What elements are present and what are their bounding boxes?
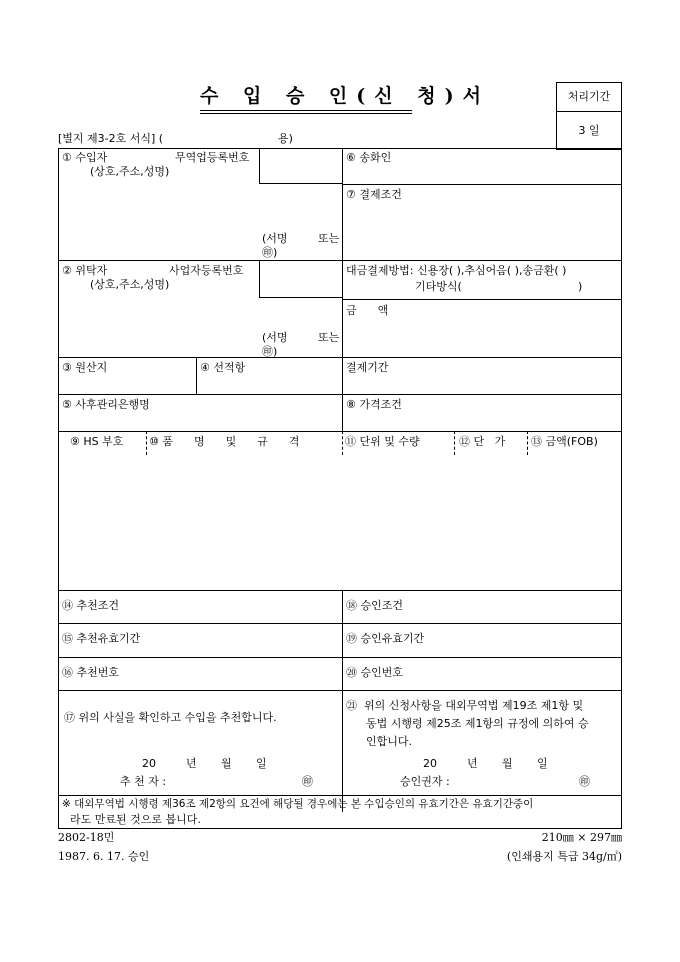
approval-date: 1987. 6. 17. 승인 bbox=[58, 850, 150, 863]
sign-label: (서명 bbox=[262, 232, 288, 245]
payment-method-line2: 기타방식( bbox=[415, 280, 462, 293]
date-20-right: 20 bbox=[423, 757, 437, 770]
form-label-end: 용) bbox=[278, 132, 293, 145]
field-8-label: ⑧ 가격조건 bbox=[346, 398, 402, 411]
payment-method-line1: 대금결제방법: 신용장( ),추심어음( ),송금환( ) bbox=[346, 264, 567, 277]
left-border bbox=[58, 148, 59, 829]
seal-label-2: ㊞) bbox=[262, 345, 278, 358]
field-19-label: ⑲ 승인유효기간 bbox=[346, 632, 425, 645]
right-border bbox=[621, 148, 622, 829]
field-1-sub: (상호,주소,성명) bbox=[90, 165, 170, 178]
payment-method-line2-end: ) bbox=[578, 280, 583, 293]
sign-or: 또는 bbox=[318, 232, 340, 245]
grid-bottom bbox=[58, 828, 622, 829]
amount-label: 금 액 bbox=[346, 304, 389, 317]
sign-or-2: 또는 bbox=[318, 331, 340, 344]
form-number: 2802-18민 bbox=[58, 831, 115, 844]
note-line1: ※ 대외무역법 시행령 제36조 제2항의 요건에 해당될 경우에는 본 수입승인의 유효기간은 유효기간중이 bbox=[62, 798, 534, 810]
date-20-left: 20 bbox=[142, 757, 156, 770]
row-line bbox=[58, 357, 622, 358]
field-5-label: ⑤ 사후관리은행명 bbox=[62, 398, 150, 411]
trade-reg-label: 무역업등록번호 bbox=[175, 151, 250, 164]
payment-period-label: 결제기간 bbox=[346, 361, 389, 374]
field-1-label: ① 수입자 bbox=[62, 151, 108, 164]
row-line bbox=[342, 299, 622, 300]
title-underline-2 bbox=[200, 113, 412, 114]
field-12-label: ⑫ 단 가 bbox=[459, 435, 506, 448]
approver-seal: ㊞ bbox=[579, 775, 590, 788]
field-10-label: ⑩ 품 명 및 규 격 bbox=[149, 435, 300, 448]
processing-period-divider bbox=[556, 111, 622, 112]
paper-size: 210㎜ × 297㎜ bbox=[541, 831, 622, 844]
processing-period-label: 처리기간 bbox=[567, 90, 611, 103]
biz-reg-number-field[interactable] bbox=[259, 260, 343, 298]
title-underline bbox=[200, 110, 412, 111]
field-13-label: ⑬ 금액(FOB) bbox=[531, 435, 598, 448]
field-3-label: ③ 원산지 bbox=[62, 361, 108, 374]
row-line bbox=[58, 657, 622, 658]
date-day-right: 일 bbox=[537, 757, 548, 770]
row-line bbox=[58, 795, 622, 796]
field-7-label: ⑦ 결제조건 bbox=[346, 188, 402, 201]
goods-col-divider bbox=[527, 431, 528, 455]
date-day-left: 일 bbox=[256, 757, 267, 770]
field-21-line1: ㉑ 위의 신청사항을 대외무역법 제19조 제1항 및 bbox=[346, 699, 584, 712]
goods-col-divider bbox=[454, 431, 455, 455]
field-9-label: ⑨ HS 부호 bbox=[70, 435, 124, 448]
processing-period-value: 3 일 bbox=[578, 124, 600, 137]
trade-reg-number-field[interactable] bbox=[259, 148, 343, 184]
paper-spec: (인쇄용지 특급 34g/㎡) bbox=[506, 850, 622, 863]
row-line bbox=[58, 623, 622, 624]
field-6-label: ⑥ 송화인 bbox=[346, 151, 392, 164]
approver-label: 승인권자 : bbox=[400, 775, 450, 788]
note-line2: 라도 만료된 것으로 봅니다. bbox=[70, 813, 201, 826]
seal-label: ㊞) bbox=[262, 246, 278, 259]
sign-label-2: (서명 bbox=[262, 331, 288, 344]
date-year-right: 년 bbox=[467, 757, 478, 770]
biz-reg-label: 사업자등록번호 bbox=[169, 264, 244, 277]
field-11-label: ⑪ 단위 및 수량 bbox=[345, 435, 420, 448]
date-month-right: 월 bbox=[502, 757, 513, 770]
field-16-label: ⑯ 추천번호 bbox=[62, 666, 120, 679]
recommender-label: 추 천 자 : bbox=[120, 775, 167, 788]
field-21-line3: 인합니다. bbox=[366, 735, 413, 748]
field-17-text: ⑰ 위의 사실을 확인하고 수입을 추천합니다. bbox=[64, 711, 277, 724]
date-month-left: 월 bbox=[221, 757, 232, 770]
field-2-sub: (상호,주소,성명) bbox=[90, 278, 170, 291]
origin-port-divider bbox=[196, 357, 197, 394]
form-label: [별지 제3-2호 서식] ( bbox=[58, 132, 164, 145]
field-15-label: ⑮ 추천유효기간 bbox=[62, 632, 141, 645]
row-line bbox=[58, 590, 622, 591]
row-line bbox=[58, 431, 622, 432]
page-title: 수 입 승 인(신 청)서 bbox=[200, 85, 490, 107]
recommender-seal: ㊞ bbox=[302, 775, 313, 788]
field-21-line2: 동법 시행령 제25조 제1항의 규정에 의하여 승 bbox=[366, 717, 589, 730]
row-line bbox=[342, 184, 622, 185]
field-14-label: ⑭ 추천조건 bbox=[62, 599, 120, 612]
field-20-label: ⑳ 승인번호 bbox=[346, 666, 404, 679]
date-year-left: 년 bbox=[186, 757, 197, 770]
field-18-label: ⑱ 승인조건 bbox=[346, 599, 404, 612]
goods-col-divider bbox=[146, 431, 147, 455]
row-line bbox=[58, 690, 622, 691]
goods-col-divider bbox=[342, 431, 343, 455]
field-4-label: ④ 선적항 bbox=[200, 361, 246, 374]
field-2-label: ② 위탁자 bbox=[62, 264, 108, 277]
row-line bbox=[58, 394, 622, 395]
